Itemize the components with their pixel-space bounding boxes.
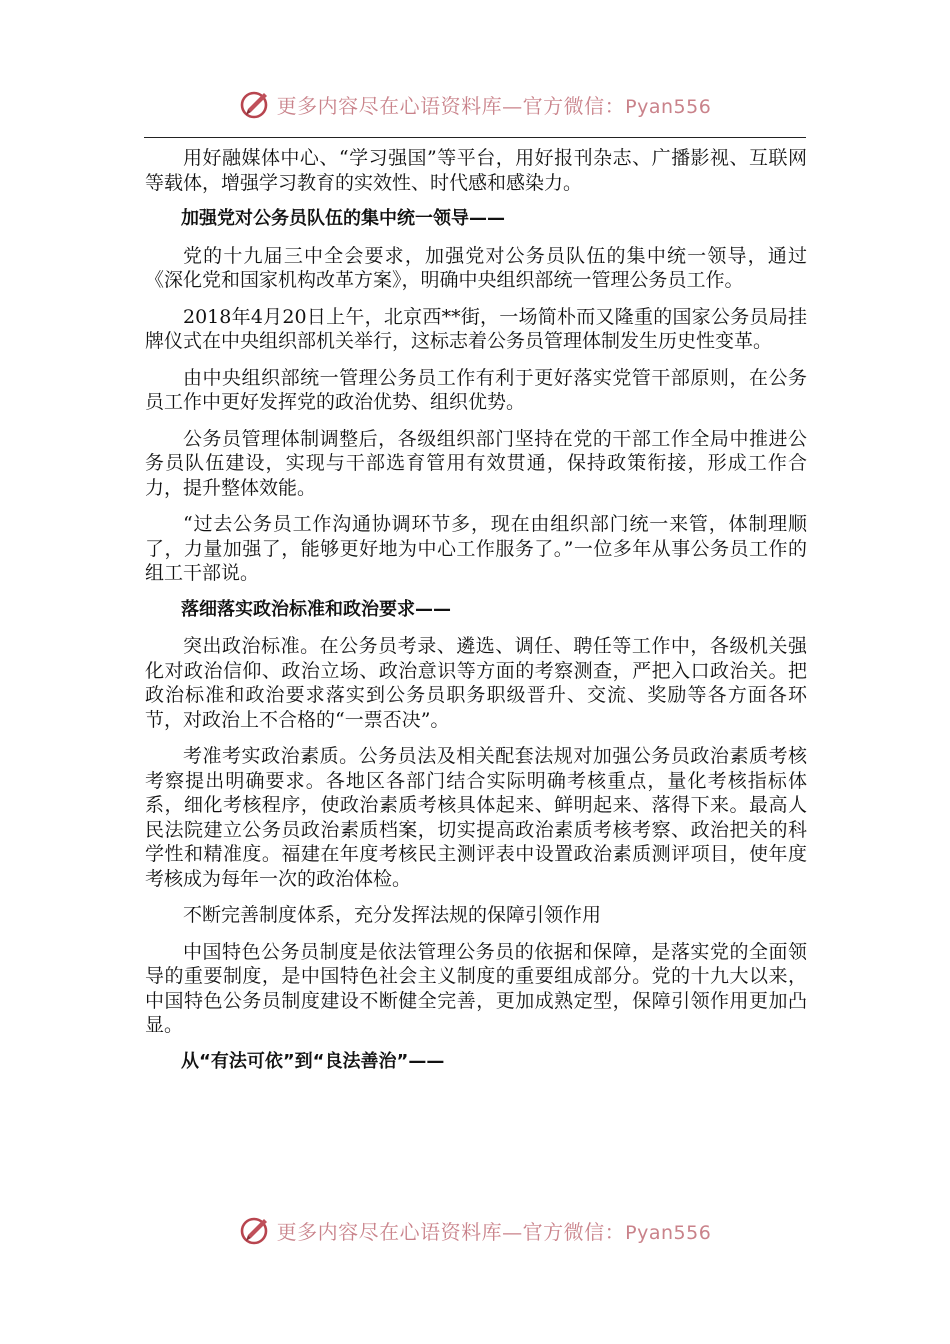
body-paragraph: 由中央组织部统一管理公务员工作有利于更好落实党管干部原则，在公务员工作中更好发挥党的政治优势、组织优势。 [145,366,807,413]
body-paragraph: 公务员管理体制调整后，各级组织部门坚持在党的干部工作全局中推进公务员队伍建设，实现与干部选育管用有效贯通，保持政策衔接，形成工作合力，提升整体效能。 [145,427,807,499]
body-paragraph: 用好融媒体中心、“学习强国”等平台，用好报刊杂志、广播影视、互联网等载体，增强学习教育的实效性、时代感和感染力。 [145,147,807,194]
header-watermark [0,84,950,124]
section-heading: 从“有法可依”到“良法善治”—— [181,1050,445,1072]
body-paragraph: “过去公务员工作沟通协调环节多，现在由组织部门统一来管，体制理顺了，力量加强了，能够更好地为中心工作服务了。”一位多年从事公务员工作的组工干部说。 [145,513,807,584]
section-heading: 加强党对公务员队伍的集中统一领导—— [181,208,505,229]
body-paragraph: 2018年4月20日上午，北京西**街，一场简朴而又隆重的国家公务员局挂牌仪式在中央组织部机关举行，这标志着公务员管理体制发生历史性变革。 [145,305,807,352]
watermark-text: 更多内容尽在心语资料库—官方微信：Pyan556 [276,93,712,118]
pen-logo-icon [239,87,273,121]
pen-logo-icon [239,1213,273,1247]
body-paragraph: 中国特色公务员制度是依法管理公务员的依据和保障，是落实党的全面领导的重要制度，是中国特色社会主义制度的重要组成部分。党的十九大以来，中国特色公务员制度建设不断健全完善，更加成熟定型，保障引领作用更加凸显。 [145,940,807,1036]
body-paragraph: 党的十九届三中全会要求，加强党对公务员队伍的集中统一领导，通过《深化党和国家机构改革方案》，明确中央组织部统一管理公务员工作。 [145,244,807,291]
document-body [145,146,807,1086]
body-paragraph: 考准考实政治素质。公务员法及相关配套法规对加强公务员政治素质考核考察提出明确要求。各地区各部门结合实际明确考核重点，量化考核指标体系，细化考核程序，使政治素质考核具体起来、鲜明起来、落得下来。最高人民法院建立公务员政治素质档案，切实提高政治素质考核考察、政治把关的科学性和精准度。福建在年度考核民主测评表中设置政治素质测评项目，使年度考核成为每年一次的政治体检。 [145,745,807,890]
body-paragraph: 不断完善制度体系，充分发挥法规的保障引领作用 [183,904,602,926]
watermark-text: 更多内容尽在心语资料库—官方微信：Pyan556 [276,1219,712,1244]
footer-watermark [0,1210,950,1250]
header-divider [144,137,806,138]
body-paragraph: 突出政治标准。在公务员考录、遴选、调任、聘任等工作中，各级机关强化对政治信仰、政治立场、政治意识等方面的考察测查，严把入口政治关。把政治标准和政治要求落实到公务员职务职级晋升、交流、奖励等各方面各环节，对政治上不合格的“一票否决”。 [145,635,807,731]
section-heading: 落细落实政治标准和政治要求—— [181,598,451,620]
